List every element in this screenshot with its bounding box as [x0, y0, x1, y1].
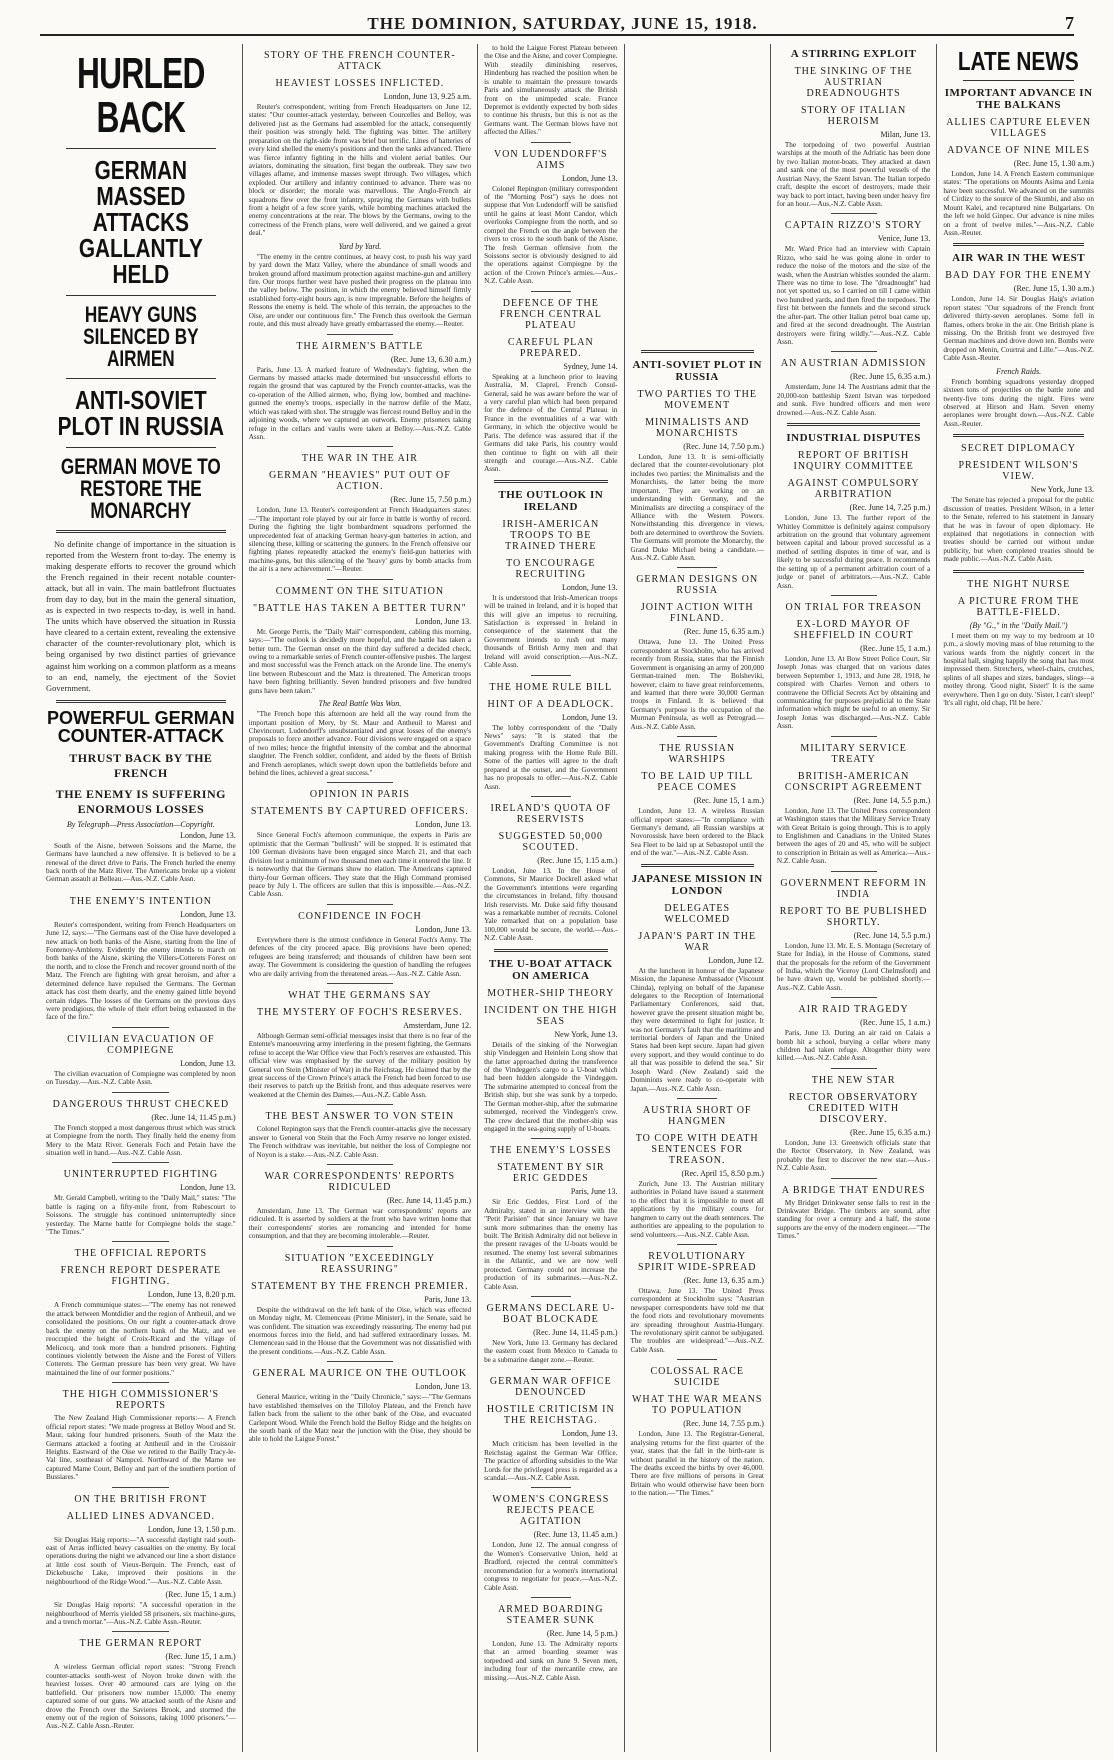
article-headline: DEFENCE OF THE FRENCH CENTRAL PLATEAU: [499, 297, 602, 331]
article-subhead: PRESIDENT WILSON'S VIEW.: [958, 460, 1079, 483]
article-text: Mr. Ward Price had an interview with Captain Rizzo, who said he was going alone in order to reduce the noise of the motors and the size of the wash, when the Austrian whistles sounded the alarm. There was no time to lose. The "dreadnought" had not yet spotted us, so I carried on till I came within two hundred yards, and then fired the torpedoes. The first hit between the funnels and the second struck the after-part. The other Italian petrol boat came up, and fired at the second dreadnought. The Austrian destroyers were firing wildly."—Aus.-N.Z. Cable Assn.: [776, 245, 931, 347]
article-text: London, June 13. Mr. E. S. Montagu (Secretary of State for India), in the House of Commons, stated that the proposals for the reform of the Government of India, which the Viceroy (Lord Chelmsford) and he have drawn up, would be published shortly.—Aus.-N.Z. Cable Assn.: [776, 941, 931, 992]
article-headline: THE OUTLOOK IN IRELAND: [498, 488, 604, 513]
article-text: London, June 13. In the House of Commons, Sir Maurice Dockrell asked what the Government's intentions were regarding the circumstances in Ireland, fifty thousand Irish reservists. Mr. Duke said fifty thousand was a remarkable number of recruits. Colonel Yale remarked that on a population base 100,000 would be secure, the world.—Aus.-N.Z. Cable Assn.: [484, 866, 618, 943]
article-subhead: AGAINST COMPULSORY ARBITRATION: [787, 478, 920, 501]
article-headline: THE GERMAN REPORT: [79, 1638, 203, 1650]
article-subhead: TO ENCOURAGE RECRUITING: [506, 557, 596, 580]
article-subhead: CAREFUL PLAN PREPARED.: [507, 336, 594, 359]
article-text: London, June 13. It is semi-officially declared that the counter-revolutionary plot includes two parties: the Minimalists and the Monarchists, the latter being the more important. They are working on an understanding with Germany, and the Minimalists are directing a conspiracy of the Alliance with the Western Powers. Notwithstanding this divergence in views, both are determined to overthrow the Soviets. The Germans will promote the Monarchy, the Grand Duke Michael being a candidate.—Aus.-N.Z. Cable Assn.: [630, 453, 764, 563]
article-headline: INDUSTRIAL DISPUTES: [786, 432, 921, 445]
article-text: Sir Douglas Haig reports:—"A successful daylight raid south-east of Arras inflicted heavy casualties on the enemy. By local operations during the night we advanced our line a short distance at little cost south of Vieux-Berquin. The French, east of Dickebusche Lake, improved their positions in the neighbourhood of the Ridge Wood."—Aus.-N.Z. Cable Assn.: [46, 1535, 236, 1586]
article-headline: GERMAN WAR OFFICE DENOUNCED: [489, 1376, 612, 1399]
article-text: At the luncheon in honour of the Japanese Mission, the Japanese Ambassador (Viscount Chinda), replying on behalf of the Japanese delegates to the Reception of International Parliamentary Conferences, said that, however grave the present situation might be, they were determined to fight for justice. It was not Germany's fault that the maritime and territorial borders of Japan and the United States had been kept secure. Japan had given every support, and they would continue to do all that was possible to defend the sea." Sir Joseph Ward (New Zealand) said the Dominions were ready to co-operate with Japan.—Aus.-N.Z. Cable Assn.: [630, 966, 764, 1093]
dateline: New York, June 13.: [554, 1029, 618, 1039]
deck-4: GERMAN MOVE TO RESTORE THE MONARCHY: [60, 454, 221, 523]
article-subhead: SUGGESTED 50,000 SCOUTED.: [498, 830, 603, 853]
article-subhead: THE SINKING OF THE AUSTRIAN DREADNOUGHTS: [794, 66, 913, 99]
article-text: Although German semi-official messages insist that there is no fear of the Entente's manoeuvring army interfering in the present fighting, the Germans refuse to accept the War Office view that Foch's reserves are exhausted. This official view was emphasised by the survey of the military position by General von Stein (Minister of War) in the Reichstag. He claimed that by the great success of the Crown Prince's attack the French had been forced to use their reserves to patch up the British front, and thus adequate reserves were weakened at the Chemin des Dames.—Aus.-N.Z. Cable Assn.: [248, 1031, 472, 1099]
article-headline: ON THE BRITISH FRONT: [74, 1493, 208, 1505]
dateline: London, June 13.: [561, 1429, 618, 1439]
article-text: London, June 13. Reuter's correspondent at French Headquarters states:—"The important role played by our air force in battle is worthy of record. During the fighting the light bombardment squadrons performed the unprecedented feat of attacking German heavy-gun batteries in action, and silencing these, killing or scattering the gunners. In the French offensive our fighting planes repeatedly attacked the enemy's field-gun batteries with machine-guns, but this silencing of the 'heavy' guns by bomb attacks from the air is a new achievement."—Reuter.: [248, 506, 472, 574]
article-text: A French communique states:—"The enemy has not renewed the attack between Montdidier and the region of Antheuil, and we consolidated the positions. On our right a counter-attack drove back the enemy on the northern bank of the Matz, and we reoccupied the height of Croix-Ricard and the village of Melicocq, and took more than a hundred prisoners. Fighting continues violently between the Aisne and the Forest of Villers Cotterets. The German pressure has been very great. We have maintained the line of our former positions.": [46, 1301, 236, 1377]
dateline: (Rec. June 15, 1 a.m.): [693, 796, 764, 806]
article-subhead: EX-LORD MAYOR OF SHEFFIELD IN COURT: [793, 618, 914, 641]
article-headline: THE HIGH COMMISSIONER'S REPORTS: [62, 1389, 220, 1412]
dateline: London, June 13.: [180, 909, 236, 919]
article-subhead: STATEMENT BY SIR ERIC GEDDES: [497, 1162, 605, 1185]
article-text: Ottawa, June 13. The United Press correspondent at Stockholm says: "Austrian newspaper correspondents have told me that the food riots and revolutionary movements are spreading throughout Austria-Hungary. The revolutionary spirit cannot be subjugated. The troubles are widespread."—Aus.-N.Z. Cable Assn.: [630, 1286, 764, 1354]
article-subhead: ALLIES CAPTURE ELEVEN VILLAGES: [946, 117, 1092, 139]
article-headline: WOMEN'S CONGRESS REJECTS PEACE AGITATION: [492, 1494, 610, 1528]
article-headline: COLOSSAL RACE SUICIDE: [650, 1366, 744, 1389]
article-text: The French stopped a most dangerous thrust which was struck at Compiegne from the north. They finally held the enemy from Mery to the Matz River. Generals Foch and Petain have the situation well in hand.—Aus.-N.Z. Cable Assn.: [46, 1123, 236, 1157]
article-text: "The enemy in the centre continues, at heavy cost, to push his way yard by yard down the Matz Valley, where the abundance of small woods and broken ground afford maximum protection against machine-gun and artillery fire. Our troops further west have pushed their progress on the plateau into the valley below. The position, in which the enemy believed himself firmly established forty-eight hours ago, is now impregnable. Before the heights of Ressons the enemy is held. The whole of this terrain, the approaches to the Oise, are under our continuous fire." The French thus overlook the German route, and this must already have greatly embarrassed the enemy.—Reuter.: [248, 252, 472, 329]
dateline: (Rec. June 13, 11.45 a.m.): [533, 1530, 618, 1540]
dateline: (Rec. June 15, 6.35 a.m.): [683, 627, 764, 637]
dateline: Venice, June 13.: [877, 234, 931, 244]
intro-paragraph: No definite change of importance in the situation is reported from the Western front to-day. The enemy is making desperate efforts to recover the ground which the French regained in their recent notable counter-attack, but all in vain. The main battlefront fluctuates from day to day, but in the main the general situation, as is expected in two respects to-day, is well in hand. The units which have observed the situation in Russia have cleared to a certain extent, revealing the extensive character of the counter-revolutionary plot, which is being organised by two distinct parties of grievance against him working on a common platform as a means to an end, namely, the ejectment of the Soviet Government.: [46, 539, 236, 693]
article-headline: ANTI-SOVIET PLOT IN RUSSIA: [632, 359, 762, 383]
article-text: The Senate has rejected a proposal for the public discussion of treaties. President Wilson, in a letter to the Senate, referred to his statement in January that he was in favour of open diplomacy. He explained that negotiations in connection with treaties should be carried out without undue publicity, but when completed treaties should be made public.—Aus.-N.Z. Cable Assn.: [943, 496, 1094, 564]
article-subhead: A PICTURE FROM THE BATTLE-FIELD.: [957, 595, 1080, 618]
article-text: Amsterdam, June 13. The German war correspondents' reports are ridiculed. It is asserted by soldiers at the front who have written home that their correspondents' stories are romancing and intended for home consumption, and that they are becoming intolerable.—Reuter.: [248, 1207, 472, 1241]
article-text: London, June 14. Sir Douglas Haig's aviation report states: "Our squadrons of the French front delivered thirty-seven aeroplanes. Some fell in flames, others broke in the air. One British plane is missing. On the British front we destroyed five German machines and drove down ten. Bombs were dropped on Menin, Courtrai and Lille."—Aus.-N.Z. Cable Assn.-Reuter.: [943, 295, 1094, 363]
article-subhead: TO COPE WITH DEATH SENTENCES FOR TREASON.: [635, 1132, 759, 1166]
dateline: (Rec. June 14, 5 p.m.): [546, 1628, 618, 1638]
dateline: (Rec. June 15, 1 a.m.): [860, 1018, 931, 1028]
dateline: (Rec. June 14, 5.5 p.m.): [853, 795, 931, 805]
article-text: Reuter's correspondent, writing from French Headquarters on June 12, says:—"The Germans east of the Oise have developed a new attack on both banks of the Aisne, starting from the line of Fontenoy-Ambleny. Evidently the enemy intends to march on both banks of the Aisne, skirting the Villers-Cotterets Forest on the north, and to close the French and recover ground north of the Matz. The French are fighting with great heroism, and after a determined defence have repulsed the Germans. The German attack has cost them dearly, and the enemy gained little beyond certain ridges. The losses of the Germans on the previous days were prodigious, the whole of their effort being exhausted in the face of the fire.": [46, 920, 236, 1022]
article-headline: SECRET DIPLOMACY: [961, 443, 1077, 455]
late-news-headline: LATE NEWS: [958, 46, 1080, 76]
article-headline: CIVILIAN EVACUATION OF COMPIEGNE: [67, 1033, 215, 1056]
article-headline: GERMAN DESIGNS ON RUSSIA: [636, 574, 759, 597]
article-headline: POWERFUL GERMAN COUNTER-ATTACK: [47, 707, 235, 746]
article-headline: JAPANESE MISSION IN LONDON: [631, 872, 763, 897]
article-subhead: "BATTLE HAS TAKEN A BETTER TURN": [253, 602, 467, 614]
dateline: (Rec. June 14, 5.5 p.m.): [853, 930, 931, 940]
main-headline: HURLED BACK: [77, 49, 205, 142]
dateline: (Rec. June 15, 6.35 a.m.): [850, 372, 931, 382]
article-subhead: THE ENEMY IS SUFFERING ENORMOUS LOSSES: [55, 786, 226, 816]
article-text: A wireless German official report states: "Strong French counter-attacks south-west of Noyon broke down with the heaviest losses. Over 40 armoured cars are lying on the battlefield. Our prisoners now number 15,000. The enemy captured some of our guns. We attacked south of the Aisne and drove the French over the Savieres Brook, and stormed the enemy out of the region of Soissons, taking 1000 prisoners."—Aus.-N.Z. Cable Assn.-Reuter.: [46, 1663, 236, 1731]
article-text: General Maurice, writing in the "Daily Chronicle," says:—"The Germans have established themselves on the Tilloloy Plateau, and the French have fallen back from the salient to the other bank of the Oise, and evacuated Carlepont Wood. While the French hold the Belloy Ridge and the heights on the south bank of the Matz near the junction with the Oise, they should be able to hold the Laigue Forest.": [248, 1393, 472, 1444]
article-subhead: HINT OF A DEADLOCK.: [487, 698, 615, 710]
article-subhead: ALLIED LINES ADVANCED.: [66, 1510, 215, 1522]
dateline: (Rec. June 15, 1.30 a.m.): [1013, 284, 1094, 294]
article-subhead: STATEMENTS BY CAPTURED OFFICERS.: [250, 806, 469, 818]
article-subhead: THRUST BACK BY THE FRENCH: [69, 750, 213, 780]
article-headline: STORY OF THE FRENCH COUNTER-ATTACK: [264, 50, 456, 72]
article-headline: THE AIRMEN'S BATTLE: [296, 340, 424, 352]
dateline: Sydney, June 14.: [563, 361, 618, 371]
article-text: London, June 13. At Bow Street Police Court, Sir Joseph Jonas was charged that on various dates between September 1, 1913, and June 28, 1918, he conspired with Charles Vernon and others to contravene the Official Secrets Act by obtaining and communicating for purposes prejudicial to the State information which might be useful to an enemy. Sir Joseph Jonas was discharged.—Aus.-N.Z. Cable Assn.: [776, 654, 931, 731]
dateline: Paris, June 13.: [424, 1294, 472, 1304]
dateline: New York, June 13.: [1030, 485, 1094, 495]
article-text: London, June 13. Greenwich officials state that the Rector Observatory, in New Zealand, was probably the first to discover the new star.—Aus.-N.Z. Cable Assn.: [776, 1138, 931, 1173]
article-headline: ON TRIAL FOR TREASON: [785, 601, 922, 613]
article-subhead: REPORT TO BE PUBLISHED SHORTLY.: [779, 905, 928, 928]
dateline: London, June 13.: [561, 712, 618, 722]
dateline: (Rec. June 15, 1 a.m.): [165, 1590, 236, 1600]
article-headline: GENERAL MAURICE ON THE OUTLOOK: [252, 1368, 468, 1380]
article-text: Everywhere there is the utmost confidence in General Foch's Army. The defences of the city proceed apace. Big provisions have been opened; refugees are being transferred; and thousands of children have been sent away. The Government is considering the question of handling the refugees who are daily arriving from the threatened areas.—Aus.-N.Z. Cable Assn.: [248, 935, 472, 978]
dateline: (Rec. June 15, 1.15 a.m.): [537, 855, 618, 865]
deck-3: ANTI-SOVIET PLOT IN RUSSIA: [57, 385, 225, 441]
article-subhead: JOINT ACTION WITH FINLAND.: [640, 602, 754, 625]
article-text: Ottawa, June 13. The United Press correspondent at Stockholm, who has arrived recently from Russia, states that the Finnish Government is organising an army of 200,000 German-trained men. The Bolsheviki, however, claim to have great reinforcements, and learned that there were 30,000 German troops in Finland. It is believed that Germany's purpose is the occupation of the Murman Peninsula, as well as Petrograd.—Aus.-N.Z. Cable Assn.: [630, 638, 764, 731]
article-subhead: MOTHER-SHIP THEORY: [487, 987, 615, 999]
column-5: [771, 44, 937, 1752]
article-headline: GOVERNMENT REFORM IN INDIA: [780, 877, 927, 900]
article-headline: UNINTERRUPTED FIGHTING: [63, 1169, 219, 1181]
article-headline: THE U-BOAT ATTACK ON AMERICA: [488, 957, 613, 982]
article-text: Despite the withdrawal on the left bank of the Oise, which was effected on Monday night, M. Clemenceau (Prime Minister), in the Senate, said he was confident. The situation was exceedingly reassuring. The enemy had put enormous forces into the field, and had suffered extraordinary losses. M. Clemenceau said in the House that the Government was not dissatisfied with the present conditions.—Aus.-N.Z. Cable Assn.: [248, 1305, 472, 1356]
article-headline: IMPORTANT ADVANCE IN THE BALKANS: [944, 87, 1093, 111]
article-subhead: THE MYSTERY OF FOCH'S RESERVES.: [256, 1006, 463, 1018]
article-text: to hold the Laigue Forest Plateau between the Oise and the Aisne, and cover Compiegne. With steadily diminishing reserves, Hindenburg has reached the position when he is unable to maintain the pressure towards Paris and simultaneously attack the British front on the unimpeded scale. France Depremot is evidently expected by both sides to continue his thrusts, but this is not as the Germans want. The German blows have not affected the Allies.": [484, 44, 618, 137]
article-headline: THE BEST ANSWER TO VON STEIN: [265, 1111, 455, 1123]
dateline: (Rec. June 14, 11.45 p.m.): [151, 1112, 236, 1122]
article-text: "The French hope this afternoon are held all the way round from the important position of Mery, by St. Maur and Antheuil to Marest and Chevincourt. Ludendorff's unsubstantiated and great losses of the enemy's proposals to force another advance. Four divisions were engaged on a space of two miles; hence the frightful intensity of the combat and the abnormal slaughter. The French soldier, confident, and aided by the fleets of British and French aeroplanes, which swept down upon the battlefields before and behind the lines, achieved a great success.": [248, 710, 472, 778]
article-headline: ARMED BOARDING STEAMER SUNK: [498, 1603, 604, 1626]
dateline: London, June 13.: [415, 924, 472, 934]
article-text: London, June 13. The United Press correspondent at Washington states that the Military Service Treaty with Great Britain is going through. This is to apply to Englishmen and Canadians in the United States between the ages of 20 and 45, who will be subject to conscription in Britain as well as America.—Aus.-N.Z. Cable Assn.: [776, 806, 931, 866]
article-headline: WHAT THE GERMANS SAY: [288, 989, 432, 1001]
dateline: (Rec. June 15, 1 a.m.): [165, 1652, 236, 1662]
column-4: [625, 44, 771, 1752]
article-subhead: INCIDENT ON THE HIGH SEAS: [484, 1004, 618, 1027]
article-headline: THE HOME RULE BILL: [489, 681, 613, 693]
article-text: South of the Aisne, between Soissons and the Marne, the Germans have launched a new offensive. It is believed to be a renewal of the direct drive to Paris. The French hurled the enemy back north of the Matz River. The Americans broke up a violent German assault at Belleau.—Aus.-N.Z. Cable Assn.: [46, 841, 236, 884]
dateline: London, June 13.: [415, 1382, 472, 1392]
article-text: It is understood that Irish-American troops will be trained in Ireland, and it is hoped that this will give an impetus to recruiting. Satisfaction is expressed in Ireland in consequence of the statement that the Government intends to rush out many thousands of British Army men and that Ireland will avoid conscription.—Aus.-N.Z. Cable Assn.: [484, 593, 618, 670]
article-subhead: ADVANCE OF NINE MILES: [947, 145, 1091, 156]
article-subhead: GERMAN "HEAVIES" PUT OUT OF ACTION.: [268, 470, 451, 493]
article-subhead: REPORT OF BRITISH INQUIRY COMMITTEE: [793, 450, 914, 473]
dateline: Milan, June 13.: [880, 130, 931, 139]
dateline: (Rec. April 15, 8.50 p.m.): [681, 1168, 764, 1178]
article-headline: AN AUSTRIAN ADMISSION: [780, 358, 927, 370]
column-2: [243, 44, 478, 1752]
article-headline: THE ENEMY'S INTENTION: [69, 895, 212, 907]
article-headline: COMMENT ON THE SITUATION: [275, 585, 445, 597]
article-text: French bombing squadrons yesterday dropped sixteen tons of projectiles on the battle zone and twenty-five tons during the night. Fires were observed at Hirson and Ham. Seven enemy aeroplanes were brought down.—Aus.-N.Z. Cable Assn.-Reuter.: [943, 377, 1094, 428]
article-text: Colonel Repington says that the French counter-attacks give the necessary answer to General von Stein that the Foch Army reserve no longer existed. The French withdraw was inevitable, but neither the loss of Compiegne nor of Noyon is a stake.—Aus.-N.Z. Cable Assn.: [248, 1125, 472, 1159]
article-text: London, June 13. The Registrar-General, analysing returns for the first quarter of the year, states that the fall in the birth-rate is without parallel in the history of the nation. The deaths exceed the births by over 46,000. There are five millions of persons in Great Britain who would otherwise have been born to the nation.—"The Times.": [630, 1430, 764, 1498]
article-headline: A STIRRING EXPLOIT: [790, 48, 917, 60]
dateline: London, June 13, 8.20 p.m.: [147, 1290, 236, 1300]
article-headline: CONFIDENCE IN FOCH: [298, 910, 422, 922]
dateline: London, June 13.: [415, 616, 472, 626]
article-headline: REVOLUTIONARY SPIRIT WIDE-SPREAD: [637, 1250, 757, 1273]
article-subhead: RECTOR OBSERVATORY CREDITED WITH DISCOVERY.: [788, 1091, 919, 1125]
article-text: London, June 14. A French Eastern communique states: "The operations on Mounts Asima and Lenia have been successful. We advanced on the summits of Cirdizy to the source of the Skumbi, and also on Mount Kalei, and recaptured nine Bulgarians. On the left we hold Ginpec. Our advance is nine miles on a front of twelve miles."—Aus.-N.Z. Cable Assn.-Reuter.: [943, 170, 1094, 237]
article-headline: THE ENEMY'S LOSSES: [490, 1145, 612, 1157]
article-subhead: HEAVIEST LOSSES INFLICTED.: [275, 78, 445, 89]
article-text: Sir Eric Geddes, First Lord of the Admiralty, stated in an interview with the "Petit Parisien" that since January we have sunk more submarines than the enemy has built. The British Admiralty did not believe in the present ravages of the U-boats would be resumed. The enemy lost several submarines in the Atlantic, and we are now well protected. Germany could not increase the production of its submarines.—Aus.-N.Z. Cable Assn.: [484, 1198, 618, 1291]
byline: (By "G.," in the "Daily Mail."): [969, 620, 1068, 630]
article-text: Zurich, June 13. The Austrian military authorities in Poland have issued a statement to the effect that it is impossible to meet all applications by the military courts for hangmen to carry out the death sentences. The authorities are appealing to the population to send volunteers.—Aus.-N.Z. Cable Assn.: [630, 1179, 764, 1239]
article-text: Since General Foch's afternoon communique, the experts in Paris are optimistic that the German "bullrush" will be stopped. It is estimated that 100 German divisions have been engaged since March 21, and that each division lost a minimum of two thousand men each time it entered the line. It is noteworthy that the Germans show no elation. The Americans captured thirty-four German officers. They state that the High Command promised peace by July 1. The officers are sullen that this is impossible.—Aus.-N.Z. Cable Assn.: [248, 831, 472, 899]
article-text: Mr. Gerald Campbell, writing to the "Daily Mail," states: "The battle is raging on a fifty-mile front, from Rubescourt to Soissons. The struggle has continued uninterruptedly since yesterday. The Marne battle for Compiegne holds the stage." "The Times.": [46, 1194, 236, 1237]
article-headline: AIR WAR IN THE WEST: [952, 252, 1086, 265]
article-text: London, June 12. The annual congress of the Women's Conservative Union, held at Bradford, rejected the central committee's recommendation for a women's international congress to negotiate for peace.—Aus.-N.Z. Cable Assn.: [484, 1541, 618, 1592]
dateline: (Rec. June 15, 7.50 p.m.): [390, 495, 472, 505]
masthead-title: THE DOMINION, SATURDAY, JUNE 15, 1918.: [367, 14, 758, 33]
dateline: London, June 12.: [708, 955, 764, 965]
article-headline: WAR CORRESPONDENTS' REPORTS RIDICULED: [264, 1171, 456, 1194]
dateline: (Rec. June 14, 11.45 p.m.): [386, 1196, 472, 1206]
article-subhead: TO BE LAID UP TILL PEACE COMES: [641, 771, 754, 794]
article-headline: GERMANS DECLARE U-BOAT BLOCKADE: [486, 1303, 616, 1326]
dateline: London, June 13.: [561, 173, 618, 183]
dateline: (Rec. June 14, 11.45 p.m.): [533, 1328, 618, 1338]
dateline: Amsterdam, June 12.: [403, 1020, 472, 1030]
dateline: London, June 13, 1.50 p.m.: [147, 1524, 236, 1534]
article-headline: AUSTRIA SHORT OF HANGMEN: [642, 1104, 752, 1127]
byline: By Telegraph—Press Association—Copyright.: [66, 819, 215, 829]
dateline: (Rec. June 14, 7.50 p.m.): [683, 442, 764, 451]
article-headline: VON LUDENDORFF'S AIMS: [493, 148, 608, 171]
article-text: New York, June 13. Germany has declared the eastern coast from Mexico to Canada to be a submarine danger zone.—Reuter.: [484, 1339, 618, 1364]
dateline: (Rec. June 13, 6.30 a.m.): [390, 354, 472, 364]
dateline: London, June 13.: [561, 582, 618, 592]
dateline: London, June 13, 9.25 a.m.: [383, 92, 472, 101]
dateline: Paris, June 13.: [570, 1187, 618, 1197]
article-text: Colonel Repington (military correspondent of the "Morning Post") says he does not suppose that Von Ludendorff will be satisfied until he gains at least Mont Candor, which overlooks Compiegne from the north, and so compel the French on the angle between the rivers to cross to the south bank of the Aisne. The fresh German offensive from the Soissons sector is obviously designed to aid the operations against Compiegne by the action of the Crown Prince's armies.—Aus.-N.Z. Cable Assn.: [484, 184, 618, 286]
article-subhead: BRITISH-AMERICAN CONSCRIPT AGREEMENT: [784, 770, 923, 793]
dateline: (Rec. June 15, 1 a.m.): [860, 643, 931, 653]
article-text: Amsterdam, June 14. The Austrians admit that the 20,000-ton battleship Szent Istvan was torpedoed and sunk. Five hundred officers and men were drowned.—Aus.-N.Z. Cable Assn.: [776, 383, 931, 417]
article-subhead: HOSTILE CRITICISM IN THE REICHSTAG.: [486, 1404, 615, 1427]
dateline: (Rec. June 14, 7.25 p.m.): [849, 503, 931, 513]
article-subhead: FRENCH REPORT DESPERATE FIGHTING.: [60, 1265, 222, 1288]
article-text: Details of the sinking of the Norwegian ship Vindeggen and Heinlein Long show that the latter approached during the transference of the Vindeggen's cargo to a U-boat which had been hidden alongside the Vindeggen. The submarine attempted to conceal from the British ship, but she was sunk by a torpedo. The German mother-ship, after the submarine submerged, received the Vindeggen's crew. The crew declared that the mother-ship was engaged in the sea-going supply of U-boats.: [484, 1040, 618, 1133]
dateline: (Rec. June 15, 1.30 a.m.): [1013, 159, 1094, 168]
article-headline: THE NIGHT NURSE: [967, 578, 1071, 590]
article-text: London, June 13. The further report of the Whitley Committee is definitely against compulsory arbitration on the ground that voluntary agreement between capital and labour proved successful as a method of settling disputes in time of war, and is likely to be successful during peace. It recommends the setting up of a permanent arbitration court of a judge or panel of arbitrators.—Aus.-N.Z. Cable Assn.: [776, 514, 931, 590]
article-subhead: BAD DAY FOR THE ENEMY: [945, 270, 1093, 282]
article-text: The torpedoing of two powerful Austrian warships at the mouth of the Adriatic has been done by two Italian motor-boats. They attacked at dawn and sank one of the most powerful vessels of the Austrian Navy, the Szent Istvan. The Italian torpedo craft, despite the escort of destroyers, made their way back to port intact, having been under heavy fire for an hour.—Aus.-N.Z. Cable Assn.: [776, 141, 931, 208]
dateline: (Rec. June 13, 6.35 a.m.): [683, 1275, 764, 1285]
article-text: Much criticism has been levelled in the Reichstag against the German War Office. The practice of affording subsidies to the War Lords for the privileged press is regarded as a scandal.—Aus.-N.Z. Cable Assn.: [484, 1440, 618, 1482]
article-text: Reuter's correspondent, writing from French Headquarters on June 12, states: "Our counter-attack yesterday, between Courcelles and Belloy, was delivered just as the Germans had assembled for the attack, consequently their position was strongly held. The fighting was bitter. The artillery preparation on the right-side front was brief but terrific. Lines of batteries of every kind shelled the enemy's positions and then the tanks advanced. There was fierce infantry fighting in the hills and violent aerial battles. Our aviators, dominating the situation, first began the outbreak. They saw two villages aflame, and immense masses swept through. Two villages, which exploded. Our artillery and infantry continued to advance. There was no block or disorder; the morale was marvellous. The Anglo-French air squadrons flew over the front infantry, spraying the Germans with bullets from a height of a few score yards, while bombing machines attacked the enemy concentrations at the rear. The blows by the Germans, owing to the correctness of the French plans, were well delivered, and we gained a great deal.": [248, 103, 472, 238]
article-subhead: STATEMENT BY THE FRENCH PREMIER.: [251, 1280, 469, 1292]
deck-2: HEAVY GUNS SILENCED BY AIRMEN: [83, 302, 199, 371]
article-subhead: IRISH-AMERICAN TROOPS TO BE TRAINED THERE: [502, 518, 600, 552]
article-text: London, June 13. The Admiralty reports that an armed boarding steamer was torpedoed and sunk on June 9. Seven men, including four of the mercantile crew, are missing.—Aus.-N.Z. Cable Assn.: [484, 1639, 618, 1682]
article-text: The New Zealand High Commissioner reports:— A French official report states: "We made progress at Belloy Wood and St. Maur, taking four hundred prisoners. South of the Matz the Germans attacked a footing at Antheuil and in the Croissoir Heights. Eastward of the Oise we retired to the Bailly Tracy-le-Val line, southeast of Nampcel. Northward of the Marne we captured Mame Court, Belloy and part of the southern portion of Bussiares.": [46, 1414, 236, 1482]
article-headline: THE RUSSIAN WARSHIPS: [659, 743, 736, 766]
article-text: Paris, June 13. A marked feature of Wednesday's fighting, when the Germans by massed attacks made determined but unsuccessful efforts to regain the ground that was captured by the French counter-attacks, was the co-operation of the Allied airmen, who, flying low, bombed and machine-gunned the enemy's troops, especially in the narrow defile of the Matz, which was raked with shot. The struggle was fiercest round Belloy and in the adjoining woods, where we captured an outwork. Enemy prisoners taking refuge in the cellars and vaults were taken at Belloy.—Aus.-N.Z. Cable Assn.: [248, 365, 472, 441]
section-subhead: Yard by Yard.: [338, 241, 382, 251]
article-text: Paris, June 13. During an air raid on Calais a bomb hit a school, burying a cellar where many children had taken refuge. Altogether thirty were killed.—Aus.-N.Z. Cable Assn.: [776, 1029, 931, 1063]
article-text: Sir Douglas Haig reports: "A successful operation in the neighbourhood of Merris yielded 58 prisoners, six machine-guns, and a trench mortar."—Aus.-N.Z. Cable Assn.-Reuter.: [46, 1601, 236, 1627]
deck-1: GERMAN MASSED ATTACKS GALLANTLY HELD: [78, 155, 203, 289]
column-3: [478, 44, 624, 1752]
article-headline: SITUATION "EXCEEDINGLY REASSURING": [284, 1252, 436, 1275]
article-text: My Bridget Drinkwater sense falls to rest in the Drinkwater Bridge. The timbers are sound, after standing for over a century and a half, the stone supports are the envy of the modern engineer.—"The Times.": [776, 1198, 931, 1241]
dateline: London, June 13.: [415, 820, 472, 830]
dateline: London, June 13.: [180, 1183, 236, 1193]
article-subhead: DELEGATES WELCOMED: [664, 902, 731, 925]
dateline: (Rec. June 14, 7.55 p.m.): [683, 1419, 764, 1429]
article-text: Speaking at a luncheon prior to leaving Australia, M. Claprel, French Consul-General, said he was aware before the war of a very careful plan which had been prepared for the defence of the Central Plateau in France in the eventualities of a war with Germany, in which the objective would be Paris. The defence was assured that if the Germans did take Paris, his country would then continue to fight on with all their strength and courage.—Aus.-N.Z. Cable Assn.: [484, 372, 618, 474]
article-text: The civilian evacuation of Compiegne was completed by noon on Tuesday.—Aus.-N.Z. Cable Assn.: [46, 1069, 236, 1087]
article-text: The lobby correspondent of the "Daily News" says: "It is stated that the Government's Drafting Committee is not making progress with the Home Rule Bill. Some of the parties will agree to the draft prepared at the outset, and the Government has no proposals to offer.—Aus.-N.Z. Cable Assn.: [484, 723, 618, 791]
article-subhead: STORY OF ITALIAN HEROISM: [801, 105, 907, 127]
article-headline: THE OFFICIAL REPORTS: [74, 1248, 208, 1260]
article-headline: THE WAR IN THE AIR: [301, 453, 418, 465]
article-headline: CAPTAIN RIZZO'S STORY: [784, 220, 923, 232]
article-headline: A BRIDGE THAT ENDURES: [781, 1184, 926, 1196]
dateline: London, June 13.: [180, 830, 236, 840]
article-subhead: TWO PARTIES TO THE MOVEMENT: [637, 389, 757, 411]
article-text: Mr. George Perris, the "Daily Mail" correspondent, cabling this morning, says:—"The outlook is decidedly more hopeful, and the battle has taken a better turn. The German onset on the third day suffered a decided check, owing to a remarkable series of French counter-offensive pushes. The largest and most successful was the French attack on the Aronde line. The enemy's line between Rubescourt and the Matz is threatened. The American troops have been fighting brilliantly. Seven hundred prisoners and five hundred guns have been taken.": [248, 627, 472, 695]
dateline: London, June 13.: [180, 1058, 236, 1068]
dateline: (Rec. June 15, 6.35 a.m.): [850, 1127, 931, 1137]
article-headline: THE NEW STAR: [811, 1074, 896, 1086]
article-headline: AIR RAID TRAGEDY: [798, 1004, 909, 1016]
masthead: [40, 12, 1074, 36]
section-subhead: French Raids.: [996, 366, 1042, 376]
column-1: [40, 44, 243, 1752]
article-subhead: JAPAN'S PART IN THE WAR: [638, 930, 757, 953]
section-subhead: The Real Battle Was Won.: [318, 699, 402, 709]
article-subhead: WHAT THE WAR MEANS TO POPULATION: [631, 1394, 763, 1417]
article-text: I meet them on my way to my bedroom at 10 p.m., a slowly moving mass of blue returning to the various wards from the nightly concert in the hospital hall, singing happily the song that has most impressed them. Stretchers, wheel-chairs, crutches, splints of all shapes and sizes, bandages, slings—a motley throng. 'Good night, Sister!' It is the same everywhere. Then I go on duty. 'Sister, I can't sleep!' 'It's all right, old chap, I'll be here.': [943, 631, 1094, 708]
page-number: 7: [1065, 13, 1074, 33]
column-6: [937, 44, 1100, 1752]
article-headline: IRELAND'S QUOTA OF RESERVISTS: [490, 802, 612, 825]
article-headline: OPINION IN PARIS: [309, 789, 410, 801]
article-subhead: MINIMALISTS AND MONARCHISTS: [645, 417, 750, 439]
article-text: London, June 13. A wireless Russian official report states:—"In compliance with Germany's demand, all Russian warships at Novorossisk have been ordered to the Black Sea Fleet to be laid up at Sebastopol until the end of the war."—Aus.-N.Z. Cable Assn.: [630, 807, 764, 858]
article-headline: MILITARY SERVICE TREATY: [800, 742, 907, 765]
article-headline: DANGEROUS THRUST CHECKED: [52, 1098, 230, 1110]
